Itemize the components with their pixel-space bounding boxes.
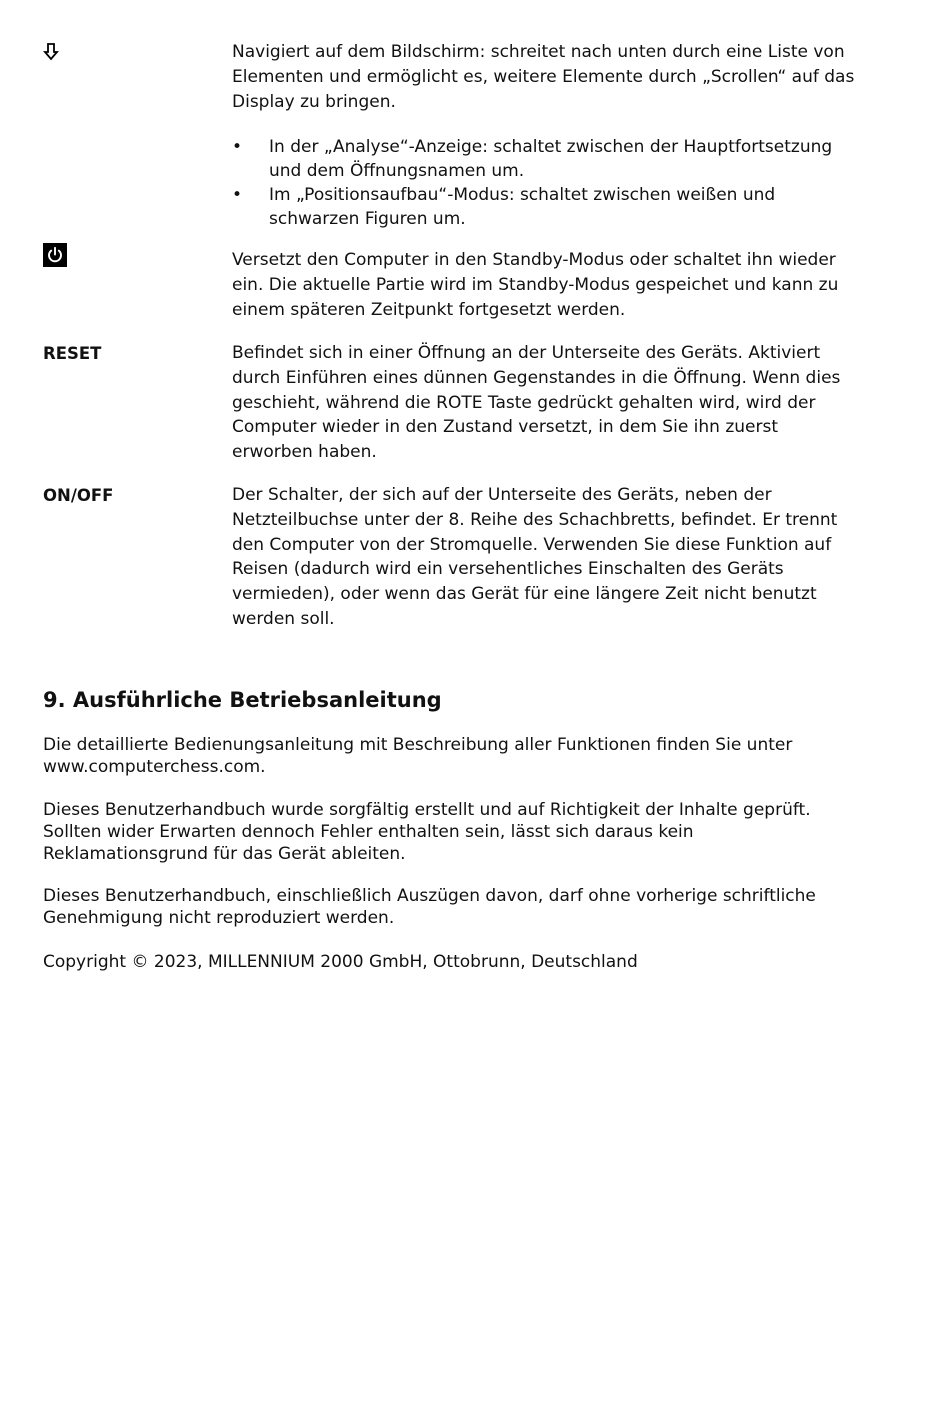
- down-arrow-icon: [43, 42, 59, 62]
- entry-term-icon: [43, 42, 213, 69]
- copyright-notice: Copyright © 2023, MILLENNIUM 2000 GmbH, Ottobrunn, Deutschland: [43, 952, 638, 972]
- bullet-text: In der „Analyse“-Anzeige: schaltet zwischen der Hauptfortsetzung und dem Öffnungsnamen um.: [269, 137, 833, 182]
- bullet-text: Im „Positionsaufbau“-Modus: schaltet zwischen weißen und schwarzen Figuren um.: [269, 185, 776, 230]
- list-item: [232, 135, 857, 183]
- list-item: [232, 183, 857, 231]
- entry-description: [232, 40, 857, 231]
- entry-description: [232, 248, 857, 322]
- entry-term: ON/OFF: [43, 486, 114, 505]
- entry-text: Navigiert auf dem Bildschirm: schreitet nach unten durch eine Liste von Elementen und ermöglicht es, weitere Elemente durch „Scrollen“ auf das Display zu bringen.: [232, 42, 855, 112]
- entry-text: Versetzt den Computer in den Standby-Modus oder schaltet ihn wieder ein. Die aktuelle Partie wird im Standby-Modus gespeichet und kann zu einem späteren Zeitpunkt fortgesetzt werden.: [232, 250, 839, 320]
- bullet-dot-icon: •: [232, 185, 243, 206]
- entry-description: [232, 483, 857, 632]
- power-icon: [43, 243, 67, 267]
- entry-bullet-list: [232, 135, 857, 231]
- entry-description: [232, 341, 857, 465]
- entry-term: RESET: [43, 344, 102, 363]
- paragraph-disclaimer: Dieses Benutzerhandbuch wurde sorgfältig erstellt und auf Richtigkeit der Inhalte geprüft. Sollten wider Erwarten dennoch Fehler enthalten sein, lässt sich daraus kein Reklamationsgrund für das Gerät ableiten.: [43, 800, 811, 864]
- entry-text: Befindet sich in einer Öffnung an der Unterseite des Geräts. Aktiviert durch Einführen eines dünnen Gegenstandes in die Öffnung. Wenn dies geschieht, während die ROTE Taste gedrückt gehalten wird, wird der Computer wieder in den Zustand versetzt, in dem Sie ihn zuerst erworben haben.: [232, 343, 841, 463]
- section-heading: 9. Ausführliche Betriebsanleitung: [43, 688, 442, 712]
- entry-term-icon: [43, 243, 213, 274]
- bullet-dot-icon: •: [232, 137, 243, 158]
- paragraph-reproduction-notice: Dieses Benutzerhandbuch, einschließlich Auszügen davon, darf ohne vorherige schriftliche Genehmigung nicht reproduziert werden.: [43, 886, 816, 928]
- entry-text: Der Schalter, der sich auf der Unterseite des Geräts, neben der Netzteilbuchse unter der 8. Reihe des Schachbretts, befindet. Er trennt den Computer von der Stromquelle. Verwenden Sie diese Funktion auf Reisen (dadurch wird ein versehentliches Einschalten des Geräts vermieden), oder wenn das Gerät für eine längere Zeit nicht benutzt werden soll.: [232, 485, 838, 629]
- paragraph-documentation-link: Die detaillierte Bedienungsanleitung mit Beschreibung aller Funktionen finden Sie unter www.computerchess.com.: [43, 735, 793, 777]
